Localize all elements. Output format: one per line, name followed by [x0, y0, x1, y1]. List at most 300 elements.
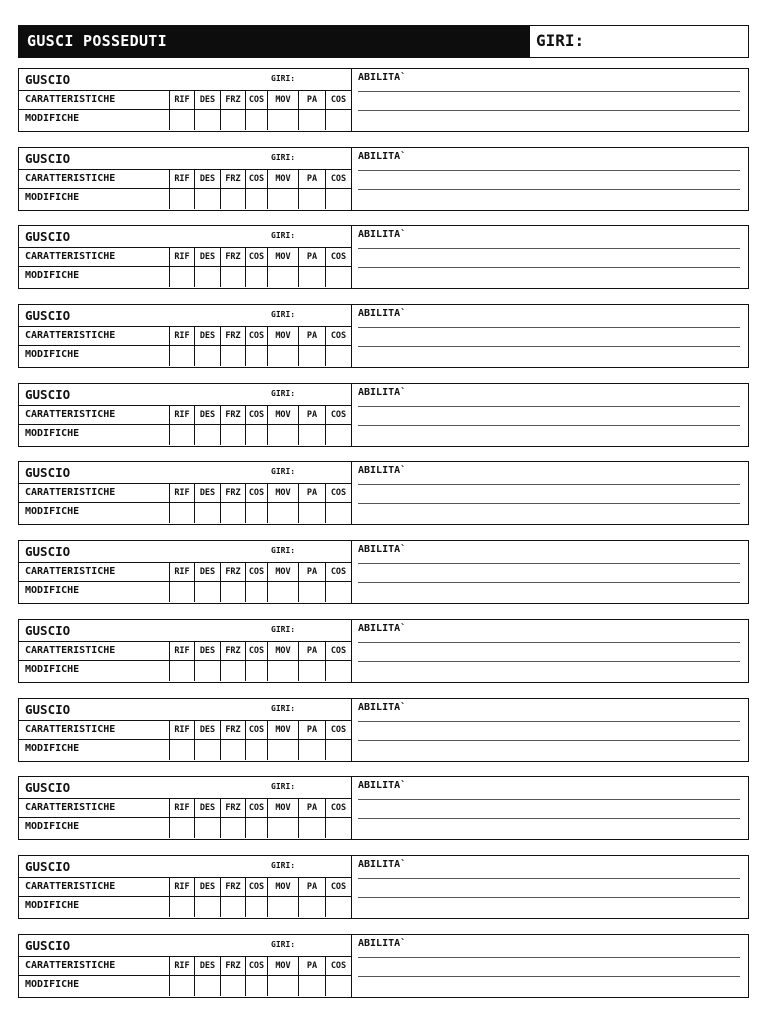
mod-rif-cell[interactable] [169, 503, 194, 523]
abilities-section[interactable] [352, 305, 748, 367]
mod-cos2-cell[interactable] [325, 740, 351, 760]
abilita-label: ABILITA` [358, 622, 407, 634]
abilita-label: ABILITA` [358, 229, 407, 241]
stat-cos-header: COS [245, 248, 267, 266]
stat-cos-header: COS [245, 957, 267, 975]
shell-name-row[interactable] [19, 856, 351, 878]
shell-stats-section [19, 856, 352, 918]
guscio-label: GUSCIO [25, 544, 71, 560]
shell-block [18, 68, 749, 132]
stat-frz-header: FRZ [220, 721, 245, 739]
shell-blocks [18, 68, 749, 1012]
mod-cos-cell[interactable] [245, 346, 267, 366]
ability-line [358, 582, 740, 583]
mod-cos-cell[interactable] [245, 582, 267, 602]
stat-mov-header: MOV [267, 878, 298, 896]
mod-pa-cell[interactable] [298, 267, 325, 287]
guscio-label: GUSCIO [25, 150, 71, 166]
modifiers-row [19, 740, 351, 760]
mod-des-cell[interactable] [194, 110, 220, 130]
mod-pa-cell[interactable] [298, 110, 325, 130]
mod-mov-cell[interactable] [267, 346, 298, 366]
shell-name-row[interactable] [19, 620, 351, 642]
mod-des-cell[interactable] [194, 425, 220, 445]
mod-pa-cell[interactable] [298, 189, 325, 209]
guscio-label: GUSCIO [25, 937, 71, 953]
stat-cos2-header: COS [325, 91, 351, 109]
ability-line [358, 170, 740, 171]
stat-cos-header: COS [245, 878, 267, 896]
modifiers-row [19, 425, 351, 445]
ability-line [358, 897, 740, 898]
mod-rif-cell[interactable] [169, 897, 194, 917]
shell-block [18, 776, 749, 840]
mod-frz-cell[interactable] [220, 740, 245, 760]
mod-cos-cell[interactable] [245, 267, 267, 287]
shell-name-row[interactable] [19, 462, 351, 484]
mod-frz-cell[interactable] [220, 897, 245, 917]
stat-des-header: DES [194, 484, 220, 502]
modifiers-row [19, 189, 351, 209]
stat-pa-header: PA [298, 91, 325, 109]
shell-name-row[interactable] [19, 541, 351, 563]
mod-mov-cell[interactable] [267, 110, 298, 130]
stat-cos-header: COS [245, 406, 267, 424]
ability-line [358, 484, 740, 485]
stat-cos2-header: COS [325, 484, 351, 502]
stat-mov-header: MOV [267, 721, 298, 739]
characteristics-row [19, 406, 351, 425]
guscio-label: GUSCIO [25, 701, 71, 717]
stat-frz-header: FRZ [220, 327, 245, 345]
modifiers-row [19, 582, 351, 602]
stat-pa-header: PA [298, 957, 325, 975]
ability-line [358, 957, 740, 958]
caratteristiche-label: CARATTERISTICHE [25, 959, 116, 971]
stat-frz-header: FRZ [220, 642, 245, 660]
stat-cos-header: COS [245, 327, 267, 345]
header-giri-field[interactable]: GIRI: [530, 26, 748, 57]
abilities-section[interactable] [352, 462, 748, 524]
mod-cos2-cell[interactable] [325, 346, 351, 366]
shell-stats-section [19, 69, 352, 131]
mod-cos-cell[interactable] [245, 110, 267, 130]
stat-cos-header: COS [245, 721, 267, 739]
caratteristiche-label: CARATTERISTICHE [25, 723, 116, 735]
stat-pa-header: PA [298, 721, 325, 739]
stat-rif-header: RIF [169, 957, 194, 975]
characteristics-row [19, 799, 351, 818]
caratteristiche-label: CARATTERISTICHE [25, 487, 116, 499]
stat-cos2-header: COS [325, 642, 351, 660]
stat-mov-header: MOV [267, 642, 298, 660]
stat-des-header: DES [194, 957, 220, 975]
stat-cos2-header: COS [325, 957, 351, 975]
shell-stats-section [19, 226, 352, 288]
modifiche-label: MODIFICHE [25, 585, 80, 597]
stat-pa-header: PA [298, 642, 325, 660]
ability-line [358, 346, 740, 347]
guscio-label: GUSCIO [25, 465, 71, 481]
mod-des-cell[interactable] [194, 740, 220, 760]
stat-cos2-header: COS [325, 248, 351, 266]
modifiers-row [19, 346, 351, 366]
mod-frz-cell[interactable] [220, 110, 245, 130]
guscio-label: GUSCIO [25, 72, 71, 87]
shell-giri-label: GIRI: [271, 703, 296, 713]
modifiche-label: MODIFICHE [25, 191, 80, 203]
shell-giri-label: GIRI: [271, 388, 296, 398]
abilita-label: ABILITA` [358, 386, 407, 398]
guscio-label: GUSCIO [25, 308, 71, 324]
shell-block [18, 304, 749, 368]
guscio-label: GUSCIO [25, 229, 71, 245]
abilita-label: ABILITA` [358, 858, 407, 870]
shell-name-row[interactable] [19, 777, 351, 799]
shell-giri-label: GIRI: [271, 546, 296, 556]
mod-des-cell[interactable] [194, 661, 220, 681]
shell-block [18, 619, 749, 683]
mod-pa-cell[interactable] [298, 425, 325, 445]
stat-des-header: DES [194, 327, 220, 345]
stat-cos-header: COS [245, 799, 267, 817]
ability-line [358, 818, 740, 819]
stat-rif-header: RIF [169, 642, 194, 660]
stat-des-header: DES [194, 406, 220, 424]
shell-name-row[interactable] [19, 69, 351, 91]
modifiche-label: MODIFICHE [25, 663, 80, 675]
mod-des-cell[interactable] [194, 189, 220, 209]
mod-frz-cell[interactable] [220, 976, 245, 996]
mod-pa-cell[interactable] [298, 897, 325, 917]
abilities-section[interactable] [352, 69, 748, 131]
mod-cos2-cell[interactable] [325, 110, 351, 130]
stat-des-header: DES [194, 91, 220, 109]
mod-cos2-cell[interactable] [325, 425, 351, 445]
stat-mov-header: MOV [267, 406, 298, 424]
mod-rif-cell[interactable] [169, 267, 194, 287]
abilities-section[interactable] [352, 226, 748, 288]
mod-cos2-cell[interactable] [325, 976, 351, 996]
stat-cos2-header: COS [325, 170, 351, 188]
characteristics-row [19, 878, 351, 897]
stat-rif-header: RIF [169, 91, 194, 109]
mod-mov-cell[interactable] [267, 189, 298, 209]
mod-rif-cell[interactable] [169, 740, 194, 760]
mod-rif-cell[interactable] [169, 425, 194, 445]
modifiche-label: MODIFICHE [25, 821, 80, 833]
mod-cos2-cell[interactable] [325, 267, 351, 287]
stat-mov-header: MOV [267, 957, 298, 975]
shell-name-row[interactable] [19, 305, 351, 327]
ability-line [358, 91, 740, 92]
characteristics-row [19, 721, 351, 740]
stat-pa-header: PA [298, 563, 325, 581]
shell-name-row[interactable] [19, 699, 351, 721]
stat-pa-header: PA [298, 878, 325, 896]
abilities-section[interactable] [352, 541, 748, 603]
shell-giri-label: GIRI: [271, 624, 296, 634]
ability-line [358, 799, 740, 800]
shell-name-row[interactable] [19, 384, 351, 406]
stat-cos-header: COS [245, 642, 267, 660]
mod-cos2-cell[interactable] [325, 503, 351, 523]
stat-pa-header: PA [298, 484, 325, 502]
mod-frz-cell[interactable] [220, 267, 245, 287]
mod-des-cell[interactable] [194, 346, 220, 366]
mod-cos2-cell[interactable] [325, 661, 351, 681]
stat-rif-header: RIF [169, 878, 194, 896]
stat-cos-header: COS [245, 563, 267, 581]
stat-rif-header: RIF [169, 248, 194, 266]
abilita-label: ABILITA` [358, 72, 407, 83]
stat-cos2-header: COS [325, 878, 351, 896]
modifiers-row [19, 267, 351, 287]
shell-stats-section [19, 384, 352, 446]
ability-line [358, 976, 740, 977]
stat-mov-header: MOV [267, 799, 298, 817]
stat-frz-header: FRZ [220, 563, 245, 581]
shell-block [18, 147, 749, 211]
shell-stats-section [19, 148, 352, 210]
stat-frz-header: FRZ [220, 91, 245, 109]
shell-name-row[interactable] [19, 935, 351, 957]
mod-des-cell[interactable] [194, 976, 220, 996]
caratteristiche-label: CARATTERISTICHE [25, 880, 116, 892]
abilities-section[interactable] [352, 935, 748, 997]
stat-mov-header: MOV [267, 563, 298, 581]
ability-line [358, 721, 740, 722]
mod-cos-cell[interactable] [245, 425, 267, 445]
abilities-section[interactable] [352, 620, 748, 682]
stat-des-header: DES [194, 170, 220, 188]
mod-rif-cell[interactable] [169, 976, 194, 996]
stat-frz-header: FRZ [220, 248, 245, 266]
abilities-section[interactable] [352, 856, 748, 918]
characteristics-row [19, 957, 351, 976]
modifiche-label: MODIFICHE [25, 742, 80, 754]
stat-mov-header: MOV [267, 170, 298, 188]
mod-cos2-cell[interactable] [325, 897, 351, 917]
ability-line [358, 642, 740, 643]
caratteristiche-label: CARATTERISTICHE [25, 251, 116, 263]
mod-frz-cell[interactable] [220, 425, 245, 445]
mod-cos-cell[interactable] [245, 976, 267, 996]
stat-pa-header: PA [298, 406, 325, 424]
caratteristiche-label: CARATTERISTICHE [25, 802, 116, 814]
shell-block [18, 934, 749, 998]
abilita-label: ABILITA` [358, 544, 407, 556]
mod-cos2-cell[interactable] [325, 189, 351, 209]
modifiers-row [19, 110, 351, 130]
shell-name-row[interactable] [19, 148, 351, 170]
shell-stats-section [19, 777, 352, 839]
ability-line [358, 248, 740, 249]
abilities-section[interactable] [352, 384, 748, 446]
mod-des-cell[interactable] [194, 582, 220, 602]
mod-pa-cell[interactable] [298, 740, 325, 760]
caratteristiche-label: CARATTERISTICHE [25, 94, 116, 105]
mod-rif-cell[interactable] [169, 582, 194, 602]
stat-pa-header: PA [298, 799, 325, 817]
mod-frz-cell[interactable] [220, 189, 245, 209]
abilities-section[interactable] [352, 777, 748, 839]
shell-name-row[interactable] [19, 226, 351, 248]
mod-des-cell[interactable] [194, 503, 220, 523]
mod-rif-cell[interactable] [169, 661, 194, 681]
mod-cos-cell[interactable] [245, 503, 267, 523]
abilita-label: ABILITA` [358, 150, 407, 162]
characteristics-row [19, 642, 351, 661]
stat-pa-header: PA [298, 248, 325, 266]
mod-cos-cell[interactable] [245, 897, 267, 917]
mod-pa-cell[interactable] [298, 503, 325, 523]
modifiers-row [19, 503, 351, 523]
shell-stats-section [19, 462, 352, 524]
ability-line [358, 327, 740, 328]
characteristics-row [19, 484, 351, 503]
shell-block [18, 540, 749, 604]
stat-cos2-header: COS [325, 406, 351, 424]
modifiers-row [19, 661, 351, 681]
shell-giri-label: GIRI: [271, 310, 296, 320]
mod-mov-cell[interactable] [267, 661, 298, 681]
stat-cos-header: COS [245, 170, 267, 188]
stat-cos2-header: COS [325, 327, 351, 345]
mod-cos2-cell[interactable] [325, 818, 351, 838]
mod-mov-cell[interactable] [267, 503, 298, 523]
mod-frz-cell[interactable] [220, 503, 245, 523]
modifiers-row [19, 818, 351, 838]
mod-mov-cell[interactable] [267, 740, 298, 760]
modifiche-label: MODIFICHE [25, 349, 80, 361]
guscio-label: GUSCIO [25, 858, 71, 874]
stat-mov-header: MOV [267, 248, 298, 266]
stat-des-header: DES [194, 799, 220, 817]
mod-pa-cell[interactable] [298, 661, 325, 681]
shell-block [18, 225, 749, 289]
characteristics-row [19, 248, 351, 267]
mod-pa-cell[interactable] [298, 582, 325, 602]
stat-rif-header: RIF [169, 563, 194, 581]
stat-rif-header: RIF [169, 406, 194, 424]
mod-cos-cell[interactable] [245, 740, 267, 760]
shell-stats-section [19, 620, 352, 682]
abilita-label: ABILITA` [358, 780, 407, 792]
abilities-section[interactable] [352, 148, 748, 210]
guscio-label: GUSCIO [25, 622, 71, 638]
shell-stats-section [19, 541, 352, 603]
mod-mov-cell[interactable] [267, 897, 298, 917]
stat-rif-header: RIF [169, 721, 194, 739]
mod-des-cell[interactable] [194, 818, 220, 838]
ability-line [358, 406, 740, 407]
ability-line [358, 740, 740, 741]
characteristics-row [19, 327, 351, 346]
mod-frz-cell[interactable] [220, 818, 245, 838]
ability-line [358, 267, 740, 268]
mod-rif-cell[interactable] [169, 818, 194, 838]
stat-cos2-header: COS [325, 799, 351, 817]
stat-pa-header: PA [298, 327, 325, 345]
mod-rif-cell[interactable] [169, 189, 194, 209]
mod-cos2-cell[interactable] [325, 582, 351, 602]
shell-block [18, 383, 749, 447]
caratteristiche-label: CARATTERISTICHE [25, 408, 116, 420]
shell-block [18, 698, 749, 762]
mod-mov-cell[interactable] [267, 582, 298, 602]
ability-line [358, 661, 740, 662]
mod-mov-cell[interactable] [267, 425, 298, 445]
guscio-label: GUSCIO [25, 780, 71, 796]
shell-giri-label: GIRI: [271, 467, 296, 477]
stat-rif-header: RIF [169, 170, 194, 188]
ability-line [358, 189, 740, 190]
mod-cos-cell[interactable] [245, 189, 267, 209]
stat-des-header: DES [194, 563, 220, 581]
ability-line [358, 563, 740, 564]
abilities-section[interactable] [352, 699, 748, 761]
stat-pa-header: PA [298, 170, 325, 188]
modifiche-label: MODIFICHE [25, 899, 80, 911]
mod-des-cell[interactable] [194, 897, 220, 917]
shell-giri-label: GIRI: [271, 152, 296, 162]
shell-block [18, 855, 749, 919]
mod-pa-cell[interactable] [298, 976, 325, 996]
mod-pa-cell[interactable] [298, 346, 325, 366]
stat-cos2-header: COS [325, 721, 351, 739]
stat-des-header: DES [194, 878, 220, 896]
shell-giri-label: GIRI: [271, 860, 296, 870]
mod-des-cell[interactable] [194, 267, 220, 287]
abilita-label: ABILITA` [358, 308, 407, 320]
stat-frz-header: FRZ [220, 406, 245, 424]
characteristics-row [19, 563, 351, 582]
modifiche-label: MODIFICHE [25, 978, 80, 990]
mod-cos-cell[interactable] [245, 661, 267, 681]
stat-rif-header: RIF [169, 484, 194, 502]
mod-rif-cell[interactable] [169, 346, 194, 366]
mod-rif-cell[interactable] [169, 110, 194, 130]
stat-frz-header: FRZ [220, 878, 245, 896]
stat-mov-header: MOV [267, 484, 298, 502]
abilita-label: ABILITA` [358, 937, 407, 949]
stat-cos-header: COS [245, 91, 267, 109]
abilita-label: ABILITA` [358, 465, 407, 477]
page-title: GUSCI POSSEDUTI [19, 26, 530, 57]
stat-des-header: DES [194, 642, 220, 660]
mod-cos-cell[interactable] [245, 818, 267, 838]
mod-frz-cell[interactable] [220, 661, 245, 681]
modifiche-label: MODIFICHE [25, 113, 80, 124]
shell-block [18, 461, 749, 525]
mod-frz-cell[interactable] [220, 582, 245, 602]
shell-stats-section [19, 699, 352, 761]
mod-frz-cell[interactable] [220, 346, 245, 366]
mod-mov-cell[interactable] [267, 976, 298, 996]
modifiche-label: MODIFICHE [25, 427, 80, 439]
stat-frz-header: FRZ [220, 170, 245, 188]
stat-rif-header: RIF [169, 327, 194, 345]
stat-frz-header: FRZ [220, 484, 245, 502]
mod-mov-cell[interactable] [267, 267, 298, 287]
mod-pa-cell[interactable] [298, 818, 325, 838]
mod-mov-cell[interactable] [267, 818, 298, 838]
stat-mov-header: MOV [267, 91, 298, 109]
shell-giri-label: GIRI: [271, 782, 296, 792]
shell-giri-label: GIRI: [271, 231, 296, 241]
guscio-label: GUSCIO [25, 386, 71, 402]
